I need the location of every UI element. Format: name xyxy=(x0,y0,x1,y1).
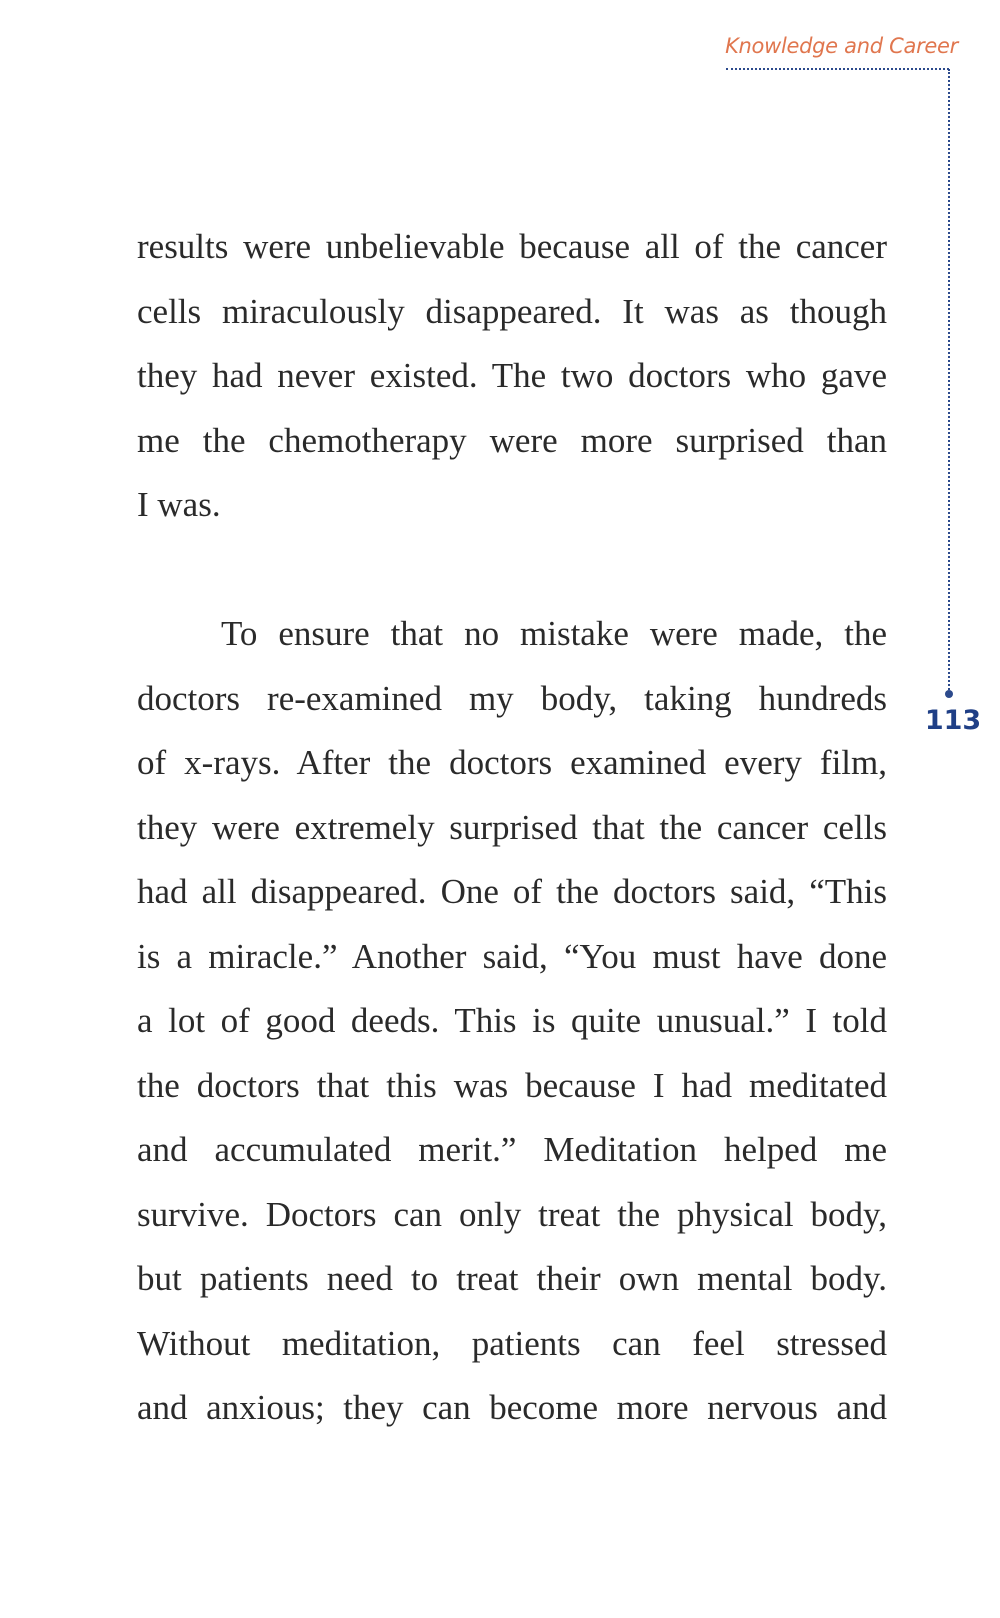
text-line: doctors re-examined my body, taking hundreds xyxy=(137,678,887,718)
text-line: and anxious; they can become more nervous and xyxy=(137,1388,887,1427)
text-line: the doctors that this was because I had meditated xyxy=(137,1065,887,1105)
text-line: Without meditation, patients can feel stressed xyxy=(137,1323,887,1363)
side-dotted-rule xyxy=(948,69,950,694)
text-line: I was. xyxy=(137,485,221,524)
text-line: and accumulated merit.” Meditation helped me xyxy=(137,1130,887,1169)
text-line: me the chemotherapy were more surprised than xyxy=(137,420,887,460)
text-line: of x-rays. After the doctors examined every film, xyxy=(137,743,887,782)
text-line: To ensure that no mistake were made, the xyxy=(221,614,887,653)
running-header-title: Knowledge and Career xyxy=(725,34,958,58)
side-rule-dot xyxy=(945,690,953,698)
text-line: is a miracle.” Another said, “You must have done xyxy=(137,936,887,976)
text-line: but patients need to treat their own mental body. xyxy=(137,1259,887,1298)
body-text xyxy=(137,215,887,1441)
paragraph-1 xyxy=(137,215,887,538)
text-line: results were unbelievable because all of the cancer xyxy=(137,227,887,266)
text-line: had all disappeared. One of the doctors said, “This xyxy=(137,872,887,911)
text-line: they had never existed. The two doctors who gave xyxy=(137,356,887,395)
text-line: cells miraculously disappeared. It was as though xyxy=(137,291,887,331)
paragraph-2 xyxy=(137,602,887,1441)
page-number: 113 xyxy=(924,705,982,736)
text-line: survive. Doctors can only treat the physical body, xyxy=(137,1194,887,1234)
header-dotted-rule xyxy=(726,68,949,70)
paragraph-gap xyxy=(137,538,887,603)
text-line: they were extremely surprised that the cancer cells xyxy=(137,807,887,847)
text-line: a lot of good deeds. This is quite unusual.” I told xyxy=(137,1001,887,1040)
